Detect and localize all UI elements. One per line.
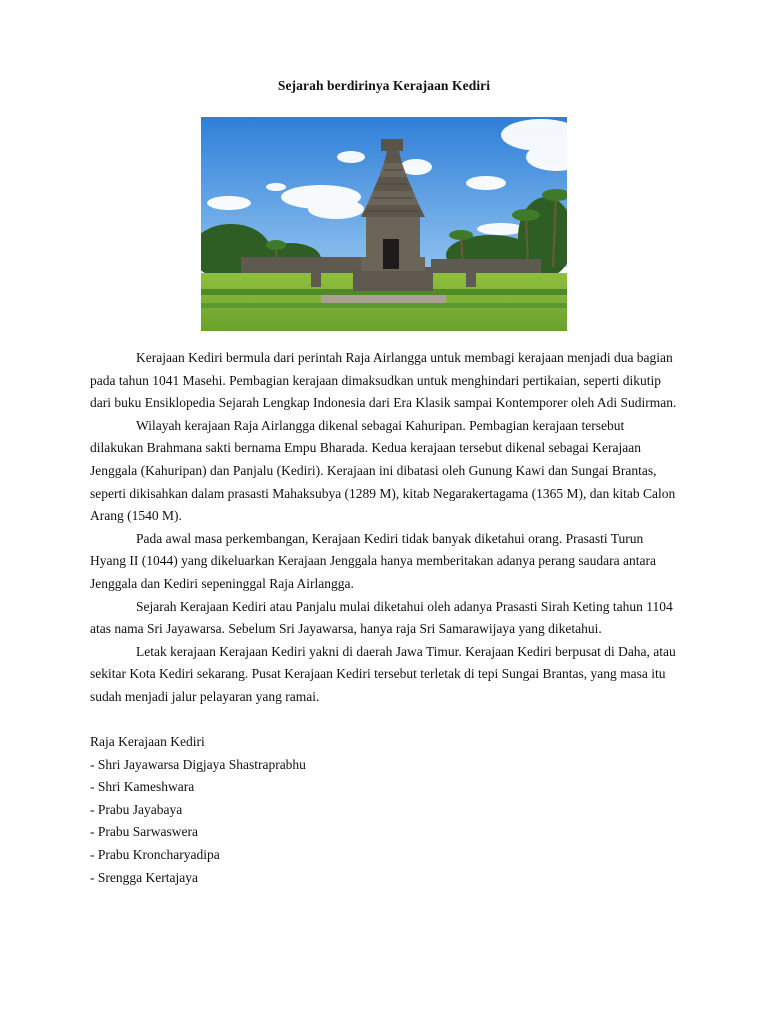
paragraph-3: Pada awal masa perkembangan, Kerajaan Kediri tidak banyak diketahui orang. Prasasti Turun Hyang II (1044) yang dikeluarkan Kerajaan Jenggala hanya memberitakan adanya perang saudara antara Jenggala dan Kediri sepeninggal Raja Airlangga. <box>90 530 656 591</box>
paragraph-2: Wilayah kerajaan Raja Airlangga dikenal sebagai Kahuripan. Pembagian kerajaan tersebut dilakukan Brahmana sakti bernama Empu Bharada. Kedua kerajaan tersebut dikenal sebagai Kerajaan Jenggala (Kahuripan) dan Panjalu (Kediri). Kerajaan ini dibatasi oleh Gunung Kawi dan Sungai Brantas, seperti dikisahkan dalam prasasti Mahaksubya (1289 M), kitab Negarakertagama (1365 M), dan kitab Calon Arang (1540 M). <box>90 417 676 524</box>
section-spacer <box>90 709 680 732</box>
list-item: - Prabu Jayabaya <box>90 801 183 817</box>
paragraph-4: Sejarah Kerajaan Kediri atau Panjalu mulai diketahui oleh adanya Prasasti Sirah Keting tahun 1104 atas nama Sri Jayawarsa. Sebelum Sri Jayawarsa, hanya raja Sri Samarawijaya yang diketahui. <box>90 598 673 637</box>
temple-photo-graphic <box>201 117 567 331</box>
paragraph-5: Letak kerajaan Kerajaan Kediri yakni di daerah Jawa Timur. Kerajaan Kediri berpusat di Daha, atau sekitar Kota Kediri sekarang. Pusat Kerajaan Kediri tersebut terletak di tepi Sungai Brantas, yang masa itu sudah menjadi jalur pelayaran yang ramai. <box>90 643 676 704</box>
list-item: - Prabu Sarwaswera <box>90 824 198 840</box>
list-item: - Shri Jayawarsa Digjaya Shastraprabhu <box>90 756 306 772</box>
page-title: Sejarah berdirinya Kerajaan Kediri <box>277 78 491 93</box>
list-item: - Shri Kameshwara <box>90 779 195 795</box>
list-item: - Srengga Kertajaya <box>90 869 198 885</box>
kings-heading: Raja Kerajaan Kediri <box>90 734 205 750</box>
paragraph-1: Kerajaan Kediri bermula dari perintah Raja Airlangga untuk membagi kerajaan menjadi dua bagian pada tahun 1041 Masehi. Pembagian kerajaan dimaksudkan untuk menghindari pertikaian, seperti dikutip dari buku Ensiklopedia Sejarah Lengkap Indonesia dari Era Klasik sampai Kontemporer oleh Adi Sudirman. <box>90 350 677 411</box>
article-body <box>90 347 680 889</box>
temple-photo <box>201 117 567 331</box>
list-item: - Prabu Kroncharyadipa <box>90 847 220 863</box>
kings-list <box>90 754 680 890</box>
